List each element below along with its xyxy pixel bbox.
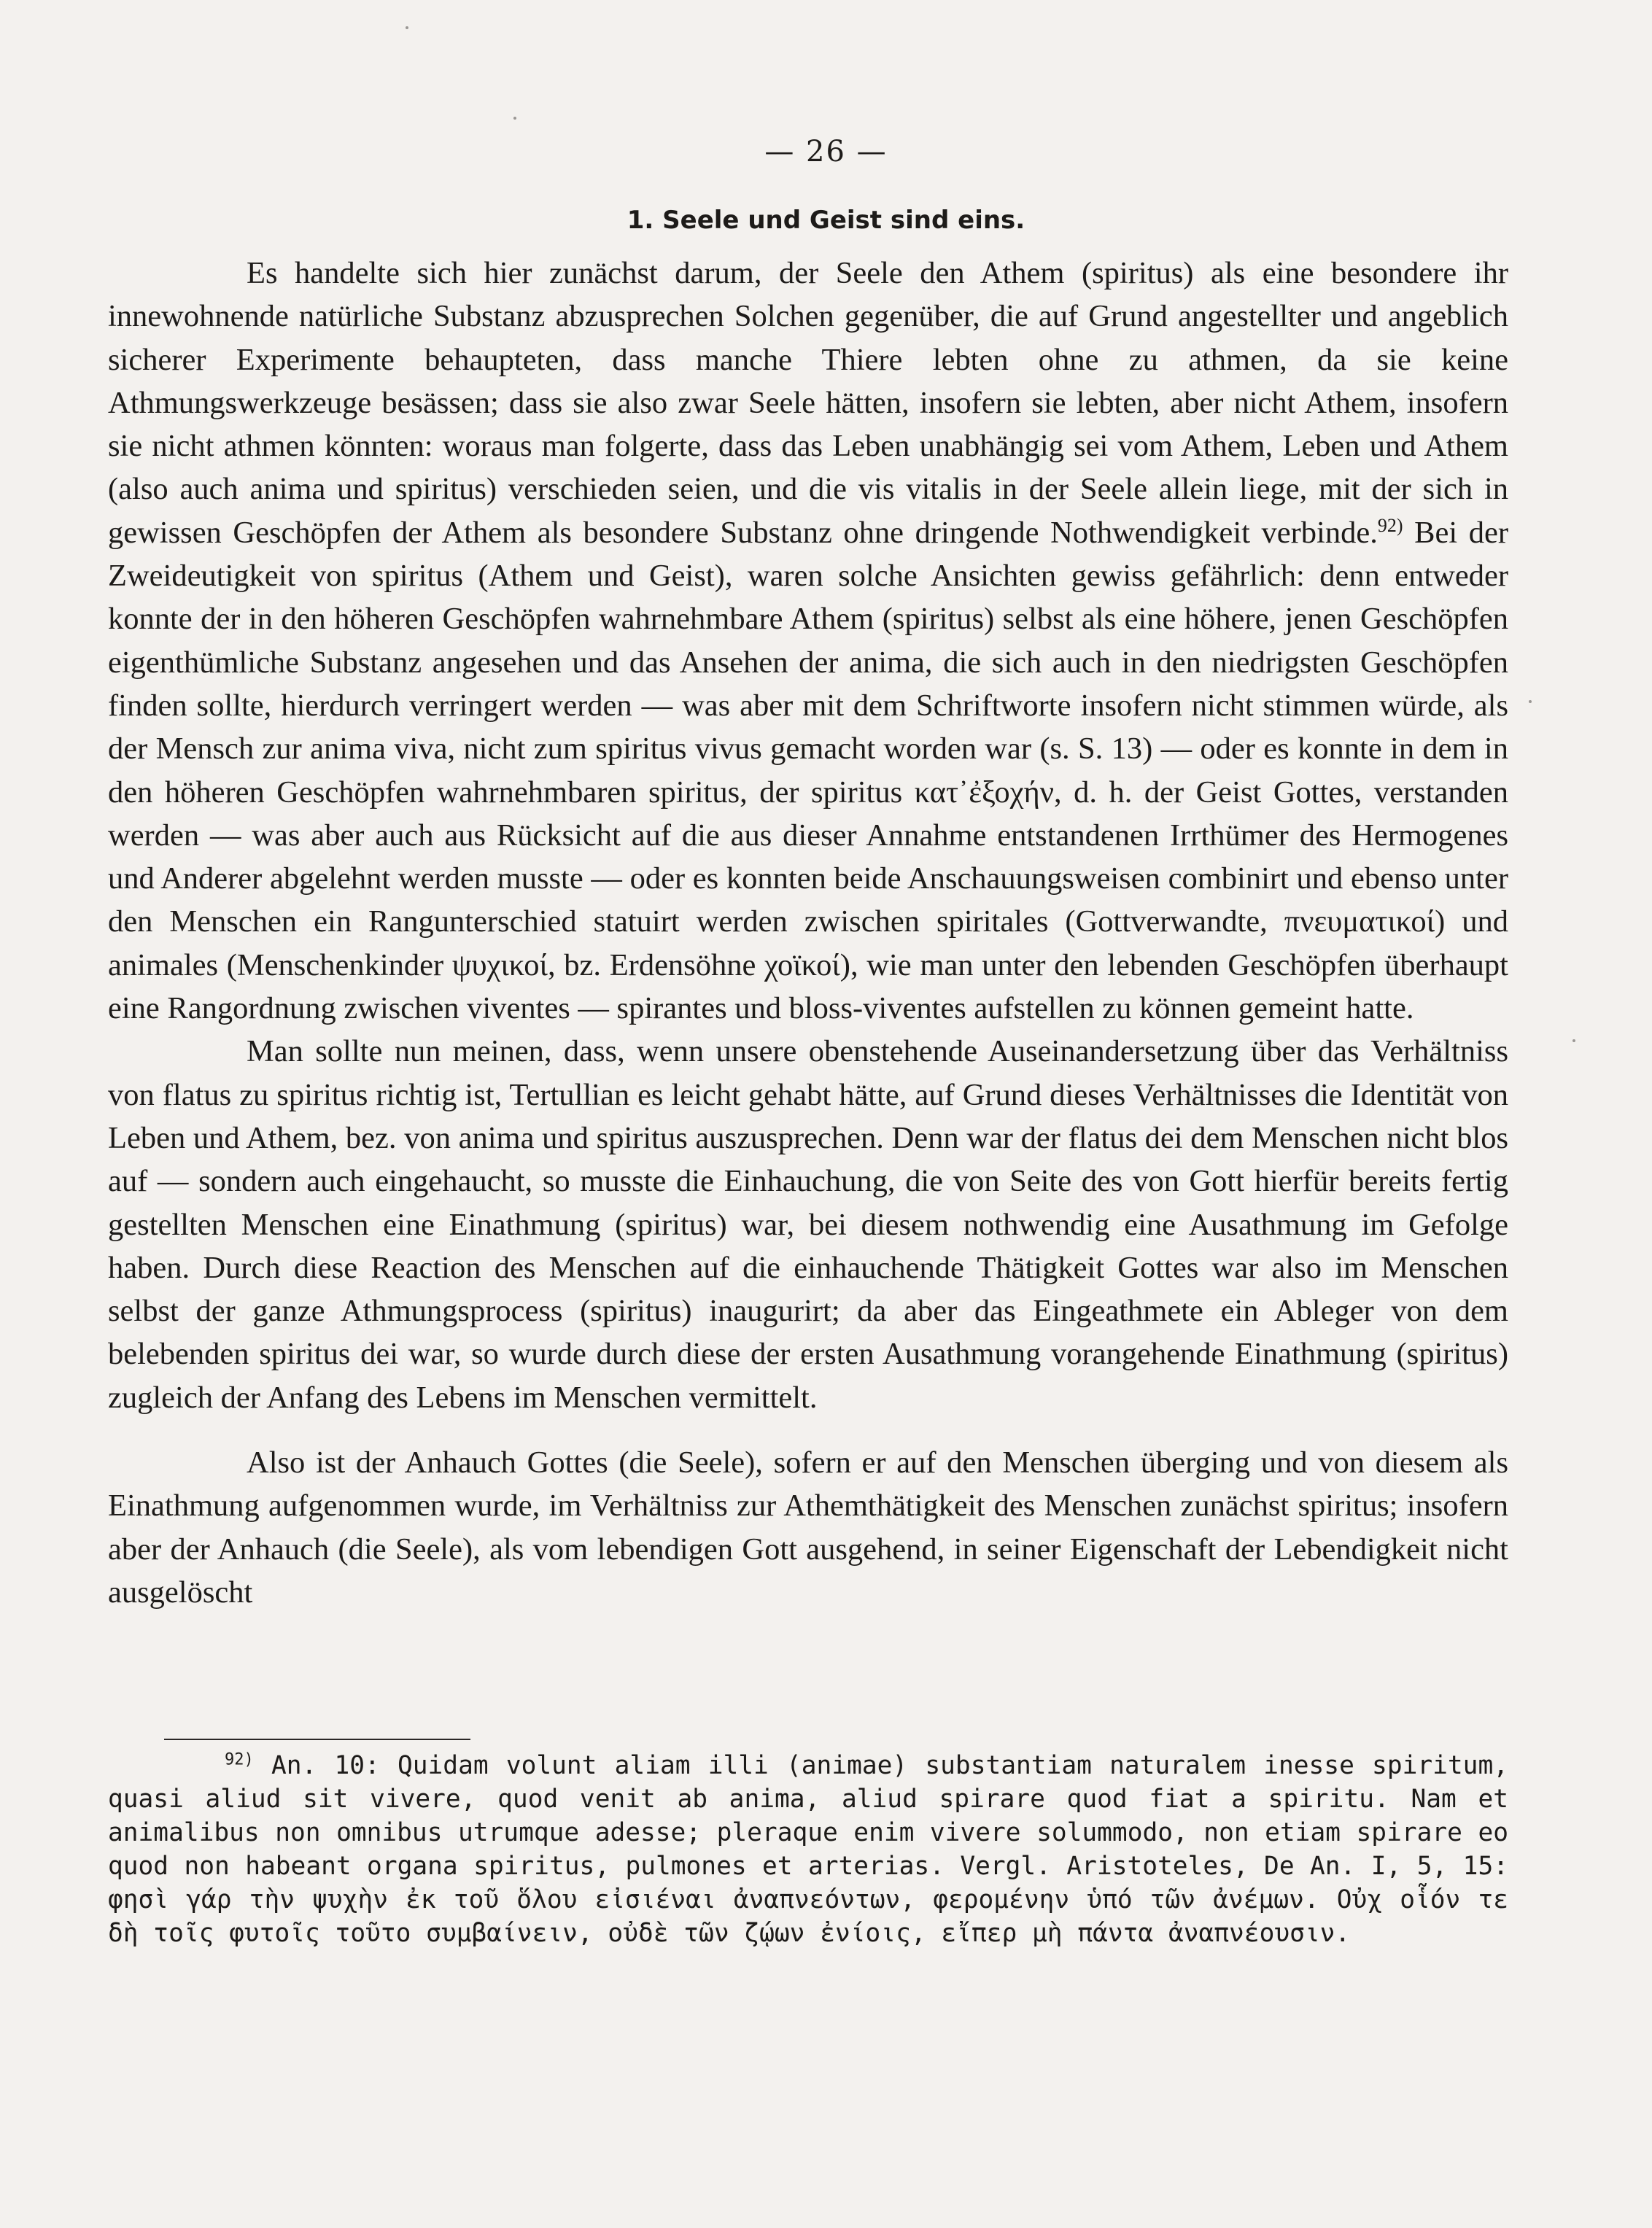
footnote-reference: 92) bbox=[1377, 514, 1403, 536]
body-text bbox=[108, 252, 1508, 1614]
paragraph-1-text-b: Bei der Zweideutigkeit von spiritus (Athem und Geist), waren solche Ansichten gewiss gefährlich: denn entweder konnte der in den höheren Geschöpfen wahrnehmbare Athem (spiritus) selbst als eine höhere, jenen Geschöpfen eigenthümliche Substanz angesehen und das Ansehen der anima, die sich auch in den niedrigsten Geschöpfen finden sollte, hierdurch verringert werden — was aber mit dem Schriftworte insofern nicht stimmen würde, als der Mensch zur anima viva, nicht zum spiritus vivus gemacht worden war (s. S. 13) — oder es konnte in dem in den höheren Geschöpfen wahrnehmbaren spiritus, der spiritus κατ᾽ἐξοχήν, d. h. der Geist Gottes, verstanden werden — was aber auch aus Rücksicht auf die aus dieser Annahme entstandenen Irrthümer des Hermogenes und Anderer abgelehnt werden musste — oder es konnten beide Anschauungsweisen combinirt und ebenso unter den Menschen ein Rangunterschied statuirt werden zwischen spiritales (Gottverwandte, πνευματικοί) und animales (Menschenkinder ψυχικοί, bz. Erdensöhne χοϊκοί), wie man unter den lebenden Geschöpfen überhaupt eine Rangordnung zwischen viventes — spirantes und bloss-viventes aufstellen zu können gemeint hatte. bbox=[108, 515, 1508, 1026]
footnote-mark: 92) bbox=[225, 1750, 254, 1769]
scan-speck bbox=[513, 117, 516, 120]
footnote-divider bbox=[164, 1739, 470, 1740]
footnote bbox=[108, 1749, 1508, 1950]
scan-speck bbox=[1529, 700, 1532, 703]
scan-speck bbox=[406, 26, 408, 29]
page-number: — 26 — bbox=[764, 135, 888, 168]
scan-speck bbox=[1572, 1039, 1575, 1042]
paragraph-2: Man sollte nun meinen, dass, wenn unsere obenstehende Auseinandersetzung über das Verhältniss von flatus zu spiritus richtig ist, Tertullian es leicht gehabt hätte, auf Grund dieses Verhältnisses die Identität von Leben und Athem, bez. von anima und spiritus auszusprechen. Denn war der flatus dei dem Menschen nicht blos auf — sondern auch eingehaucht, so musste die Einhauchung, die von Seite des von Gott hierfür bereits fertig gestellten Menschen eine Einathmung (spiritus) war, bei diesem nothwendig eine Ausathmung im Gefolge haben. Durch diese Reaction des Menschen auf die einhauchende Thätigkeit Gottes war also im Menschen selbst der ganze Athmungsprocess (spiritus) inaugurirt; da aber das Eingeathmete ein Ableger von dem belebenden spiritus dei war, so wurde durch diese der ersten Ausathmung vorangehende Einathmung (spiritus) zugleich der Anfang des Lebens im Menschen vermittelt. bbox=[108, 1034, 1508, 1415]
section-heading: 1. Seele und Geist sind eins. bbox=[627, 206, 1025, 235]
paragraph-3: Also ist der Anhauch Gottes (die Seele), sofern er auf den Menschen überging und von diesem als Einathmung aufgenommen wurde, im Verhältniss zur Athemthätigkeit des Menschen zunächst spiritus; insofern aber der Anhauch (die Seele), als vom lebendigen Gott ausgehend, in seiner Eigenschaft der Lebendigkeit nicht ausgelöscht bbox=[108, 1445, 1508, 1610]
paragraph-1 bbox=[108, 252, 1508, 1030]
footnote-text: An. 10: Quidam volunt aliam illi (animae) substantiam naturalem inesse spiritum, quasi aliud sit vivere, quod venit ab anima, aliud spirare quod fiat a spiritu. Nam et animalibus non omnibus utrumque adesse; pleraque enim vivere solummodo, non etiam spirare eo quod non habeant organa spiritus, pulmones et arterias. Vergl. Aristoteles, De An. I, 5, 15: φησὶ γάρ τὴν ψυχὴν ἐκ τοῦ ὅλου εἰσιέναι ἀναπνεόντων, φερομένην ὑπό τῶν ἀνέμων. Οὐχ οἷόν τε δὴ τοῖς φυτοῖς τοῦτο συμβαίνειν, οὐδὲ τῶν ζῴων ἐνίοις, εἴπερ μὴ πάντα ἀναπνέουσιν. bbox=[108, 1751, 1508, 1948]
paragraph-1-text-a: Es handelte sich hier zunächst darum, der Seele den Athem (spiritus) als eine besondere ihr innewohnende natürliche Substanz abzusprechen Solchen gegenüber, die auf Grund angestellter und angeblich sicherer Experimente behaupteten, dass manche Thiere lebten ohne zu athmen, da sie keine Athmungswerkzeuge besässen; dass sie also zwar Seele hätten, insofern sie lebten, aber nicht Athem, insofern sie nicht athmen könnten: woraus man folgerte, dass das Leben unabhängig sei vom Athem, Leben und Athem (also auch anima und spiritus) verschieden seien, und die vis vitalis in der Seele allein liege, mit der sich in gewissen Geschöpfen der Athem als besondere Substanz ohne dringende Nothwendigkeit verbinde. bbox=[108, 256, 1508, 550]
